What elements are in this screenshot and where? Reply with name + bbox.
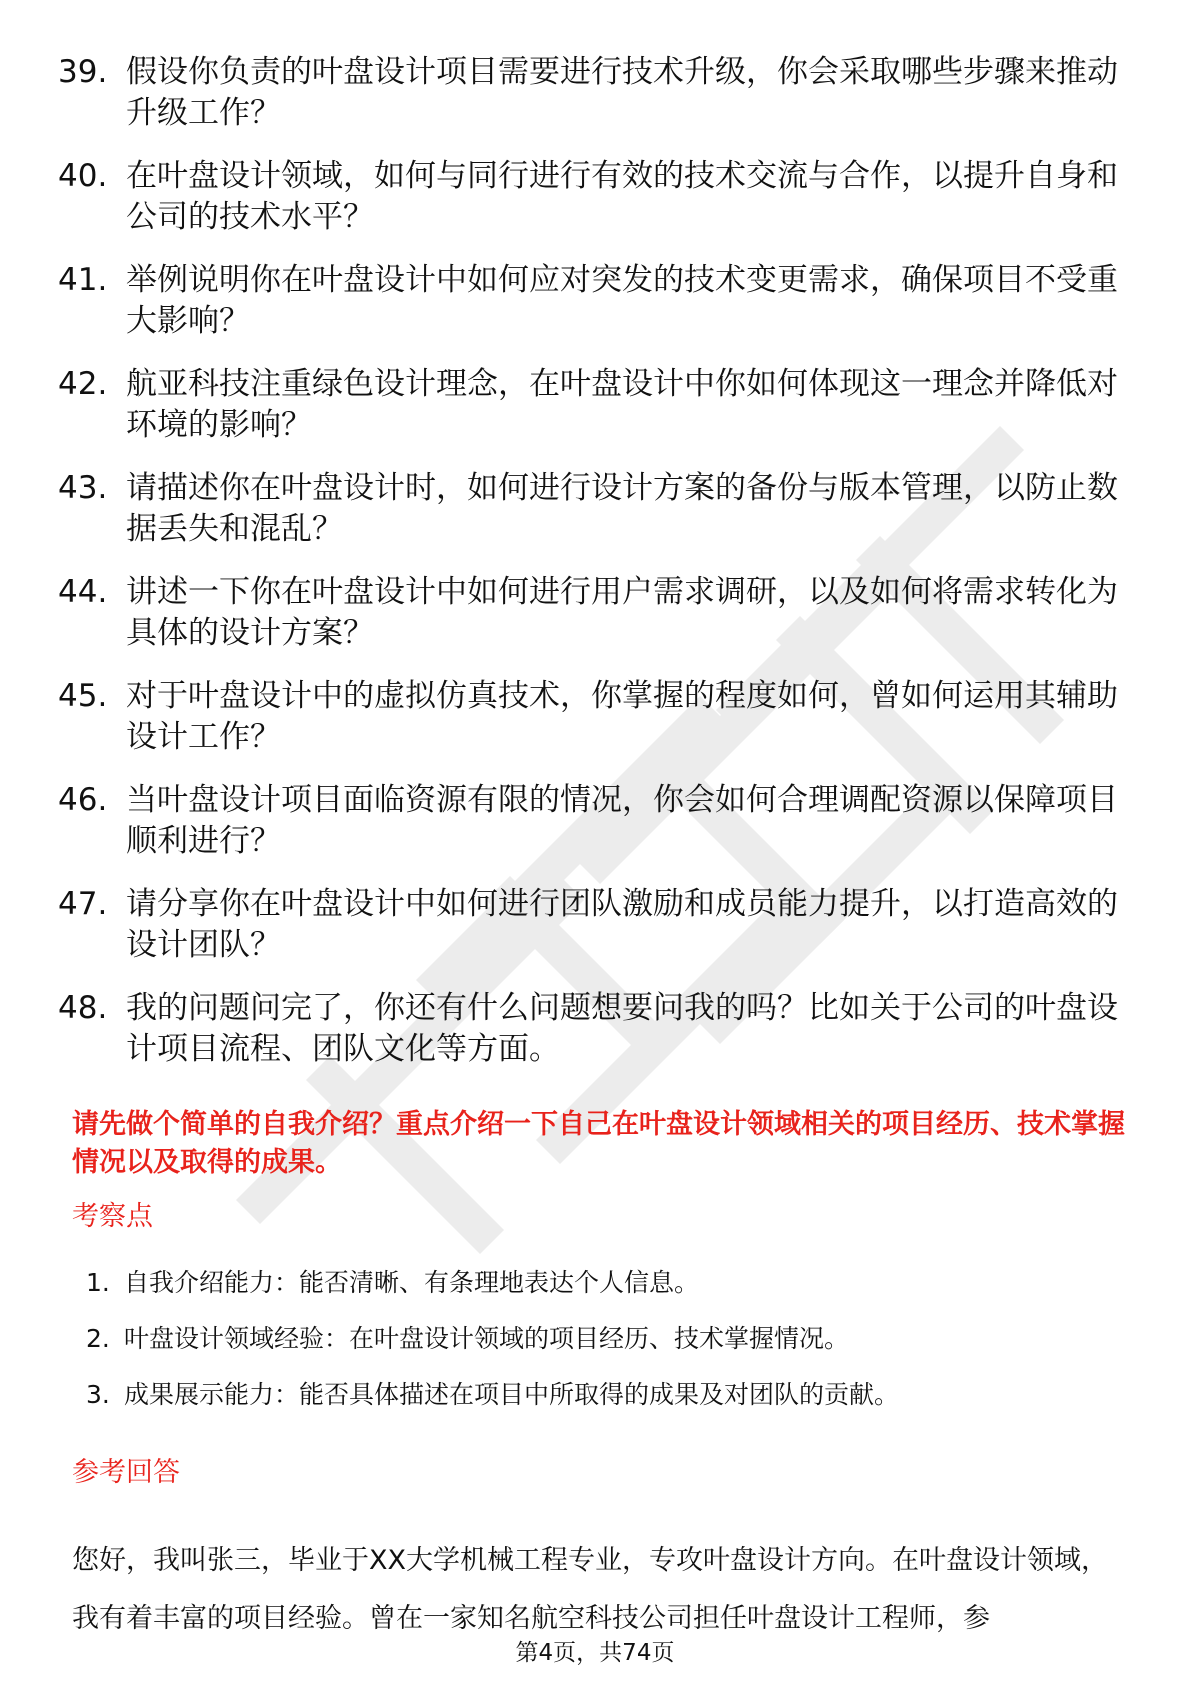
reference-answer: 您好，我叫张三，毕业于XX大学机械工程专业，专攻叶盘设计方向。在叶盘设计领域，我有着丰富的项目经验。曾在一家知名航空科技公司担任叶盘设计工程师，参 — [72, 1545, 1108, 1634]
inspection-point — [72, 1378, 1132, 1412]
question-text: 当叶盘设计项目面临资源有限的情况，你会如何合理调配资源以保障项目顺利进行？ — [126, 782, 1118, 859]
question-item — [58, 364, 1118, 446]
point-text: 成果展示能力：能否具体描述在项目中所取得的成果及对团队的贡献。 — [124, 1380, 900, 1409]
page-footer: 第4页，共74页 — [515, 1640, 675, 1666]
question-item — [58, 52, 1118, 134]
question-text: 我的问题问完了，你还有什么问题想要问我的吗？比如关于公司的叶盘设计项目流程、团队文化等方面。 — [126, 990, 1118, 1067]
question-number: 41. — [58, 262, 108, 298]
question-text: 请描述你在叶盘设计时，如何进行设计方案的备份与版本管理，以防止数据丢失和混乱？ — [126, 470, 1118, 547]
inspection-points — [72, 1266, 1132, 1434]
question-item — [58, 156, 1118, 238]
point-text: 叶盘设计领域经验：在叶盘设计领域的项目经历、技术掌握情况。 — [124, 1324, 850, 1353]
inspection-title: 考察点 — [72, 1201, 153, 1232]
question-number: 45. — [58, 678, 108, 714]
featured-question: 请先做个简单的自我介绍？重点介绍一下自己在叶盘设计领域相关的项目经历、技术掌握情况以及取得的成果。 — [72, 1109, 1125, 1178]
point-number: 2. — [86, 1324, 110, 1353]
question-text: 在叶盘设计领域，如何与同行进行有效的技术交流与合作，以提升自身和公司的技术水平？ — [126, 158, 1118, 235]
inspection-point — [72, 1266, 1132, 1300]
question-list — [58, 52, 1118, 1092]
question-text: 举例说明你在叶盘设计中如何应对突发的技术变更需求，确保项目不受重大影响？ — [126, 262, 1118, 339]
question-item — [58, 780, 1118, 862]
question-text: 讲述一下你在叶盘设计中如何进行用户需求调研，以及如何将需求转化为具体的设计方案？ — [126, 574, 1118, 651]
point-text: 自我介绍能力：能否清晰、有条理地表达个人信息。 — [124, 1268, 700, 1297]
question-item — [58, 260, 1118, 342]
question-number: 39. — [58, 54, 108, 90]
question-number: 40. — [58, 158, 108, 194]
question-text: 对于叶盘设计中的虚拟仿真技术，你掌握的程度如何，曾如何运用其辅助设计工作？ — [126, 678, 1118, 755]
question-item — [58, 884, 1118, 966]
question-number: 42. — [58, 366, 108, 402]
question-number: 43. — [58, 470, 108, 506]
question-text: 航亚科技注重绿色设计理念，在叶盘设计中你如何体现这一理念并降低对环境的影响？ — [126, 366, 1118, 443]
question-number: 44. — [58, 574, 108, 610]
question-item — [58, 468, 1118, 550]
question-number: 47. — [58, 886, 108, 922]
question-item — [58, 676, 1118, 758]
question-number: 48. — [58, 990, 108, 1026]
question-item — [58, 988, 1118, 1070]
question-text: 请分享你在叶盘设计中如何进行团队激励和成员能力提升，以打造高效的设计团队？ — [126, 886, 1118, 963]
reference-title: 参考回答 — [72, 1457, 180, 1488]
question-number: 46. — [58, 782, 108, 818]
point-number: 3. — [86, 1380, 110, 1409]
question-item — [58, 572, 1118, 654]
question-text: 假设你负责的叶盘设计项目需要进行技术升级，你会采取哪些步骤来推动升级工作？ — [126, 54, 1118, 131]
point-number: 1. — [86, 1268, 110, 1297]
inspection-point — [72, 1322, 1132, 1356]
